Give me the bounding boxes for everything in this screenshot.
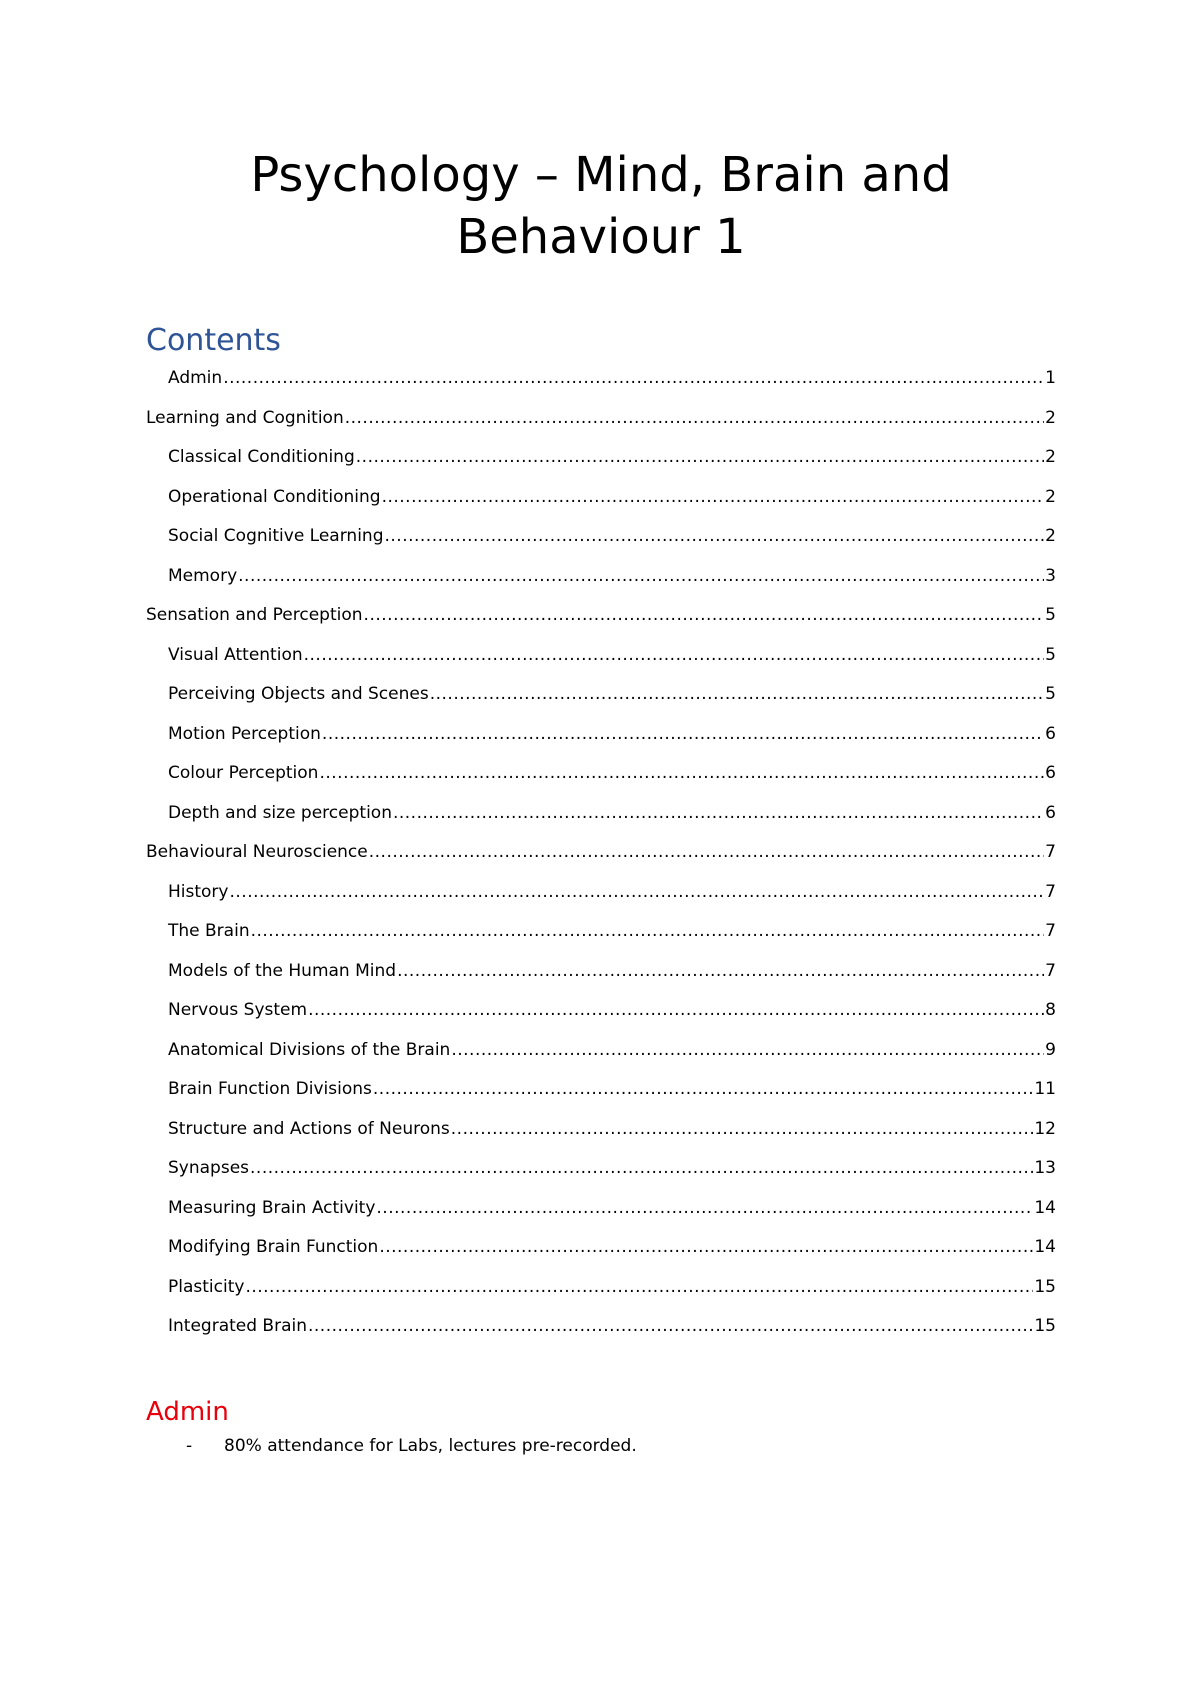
toc-entry-label[interactable]: Structure and Actions of Neurons bbox=[168, 1118, 450, 1139]
toc-entry-label[interactable]: Memory bbox=[168, 565, 238, 586]
toc-entry[interactable] bbox=[146, 520, 1056, 560]
list-item-text: 80% attendance for Labs, lectures pre-recorded. bbox=[224, 1436, 637, 1456]
document-title bbox=[146, 144, 1056, 268]
toc-page-number: 14 bbox=[1034, 1237, 1056, 1257]
toc-page-number: 6 bbox=[1045, 802, 1056, 823]
toc-entry-label[interactable]: Brain Function Divisions bbox=[168, 1079, 372, 1099]
toc-entry-label[interactable]: Social Cognitive Learning bbox=[168, 526, 384, 546]
toc-entry-label[interactable]: Visual Attention bbox=[168, 644, 303, 665]
toc-page-number: 2 bbox=[1045, 447, 1056, 467]
toc-dot-leader bbox=[223, 362, 1044, 394]
toc-entry-label[interactable]: Models of the Human Mind bbox=[168, 960, 397, 981]
table-of-contents bbox=[146, 362, 1056, 1350]
toc-entry-label[interactable]: Operational Conditioning bbox=[168, 486, 381, 507]
title-line-1: Psychology – Mind, Brain and bbox=[250, 147, 952, 203]
toc-dot-leader bbox=[376, 1192, 1033, 1224]
toc-entry-label[interactable]: Anatomical Divisions of the Brain bbox=[168, 1039, 451, 1060]
toc-entry[interactable] bbox=[146, 955, 1056, 995]
toc-dot-leader bbox=[319, 757, 1044, 789]
toc-dot-leader bbox=[322, 718, 1044, 750]
toc-dot-leader bbox=[345, 402, 1044, 434]
toc-dot-leader bbox=[384, 520, 1044, 552]
toc-dot-leader bbox=[430, 678, 1044, 710]
toc-entry[interactable] bbox=[146, 994, 1056, 1034]
toc-page-number: 7 bbox=[1045, 921, 1056, 941]
toc-page-number: 2 bbox=[1045, 526, 1056, 546]
toc-entry[interactable] bbox=[146, 1310, 1056, 1350]
toc-entry-label[interactable]: Plasticity bbox=[168, 1276, 245, 1297]
toc-dot-leader bbox=[451, 1113, 1034, 1145]
toc-entry-label[interactable]: Depth and size perception bbox=[168, 802, 392, 823]
toc-dot-leader bbox=[229, 876, 1044, 908]
toc-entry-label[interactable]: Integrated Brain bbox=[168, 1316, 307, 1336]
toc-entry-label[interactable]: Perceiving Objects and Scenes bbox=[168, 684, 429, 704]
toc-entry[interactable] bbox=[146, 1271, 1056, 1311]
toc-entry[interactable] bbox=[146, 1034, 1056, 1074]
toc-page-number: 3 bbox=[1045, 565, 1056, 586]
toc-dot-leader bbox=[308, 1310, 1033, 1342]
toc-page-number: 5 bbox=[1045, 684, 1056, 704]
toc-page-number: 5 bbox=[1045, 605, 1056, 625]
toc-page-number: 11 bbox=[1034, 1079, 1056, 1099]
admin-bullet-list bbox=[146, 1432, 1056, 1460]
toc-entry[interactable] bbox=[146, 481, 1056, 521]
toc-dot-leader bbox=[356, 441, 1044, 473]
toc-entry[interactable] bbox=[146, 441, 1056, 481]
toc-entry[interactable] bbox=[146, 1152, 1056, 1192]
toc-entry-label[interactable]: The Brain bbox=[168, 921, 250, 941]
toc-dot-leader bbox=[397, 955, 1044, 987]
toc-entry[interactable] bbox=[146, 1073, 1056, 1113]
toc-dot-leader bbox=[451, 1034, 1044, 1066]
toc-entry-label[interactable]: Motion Perception bbox=[168, 723, 321, 744]
toc-dot-leader bbox=[369, 836, 1044, 868]
toc-dot-leader bbox=[393, 797, 1044, 829]
toc-page-number: 2 bbox=[1045, 486, 1056, 507]
toc-entry[interactable] bbox=[146, 599, 1056, 639]
toc-page-number: 6 bbox=[1045, 763, 1056, 783]
toc-entry-label[interactable]: Learning and Cognition bbox=[146, 407, 344, 428]
toc-dot-leader bbox=[373, 1073, 1033, 1105]
toc-entry-label[interactable]: History bbox=[168, 881, 229, 902]
toc-entry-label[interactable]: Classical Conditioning bbox=[168, 447, 355, 467]
toc-entry-label[interactable]: Behavioural Neuroscience bbox=[146, 842, 368, 862]
toc-entry[interactable] bbox=[146, 1113, 1056, 1153]
toc-page-number: 9 bbox=[1045, 1039, 1056, 1060]
toc-page-number: 7 bbox=[1045, 881, 1056, 902]
contents-heading: Contents bbox=[146, 323, 281, 358]
toc-entry[interactable] bbox=[146, 678, 1056, 718]
toc-page-number: 7 bbox=[1045, 842, 1056, 862]
toc-entry[interactable] bbox=[146, 639, 1056, 679]
toc-entry-label[interactable]: Nervous System bbox=[168, 1000, 308, 1020]
toc-dot-leader bbox=[308, 994, 1044, 1026]
toc-page-number: 7 bbox=[1045, 960, 1056, 981]
toc-page-number: 1 bbox=[1045, 368, 1056, 388]
toc-entry[interactable] bbox=[146, 402, 1056, 442]
bullet-marker: - bbox=[186, 1436, 193, 1456]
toc-entry[interactable] bbox=[146, 797, 1056, 837]
toc-dot-leader bbox=[250, 1152, 1033, 1184]
title-line-2: Behaviour 1 bbox=[456, 209, 746, 265]
toc-page-number: 14 bbox=[1034, 1197, 1056, 1218]
toc-dot-leader bbox=[382, 481, 1045, 513]
toc-page-number: 13 bbox=[1034, 1158, 1056, 1178]
toc-entry[interactable] bbox=[146, 362, 1056, 402]
toc-dot-leader bbox=[245, 1271, 1033, 1303]
toc-dot-leader bbox=[304, 639, 1045, 671]
toc-entry[interactable] bbox=[146, 718, 1056, 758]
toc-entry[interactable] bbox=[146, 1192, 1056, 1232]
toc-entry[interactable] bbox=[146, 876, 1056, 916]
toc-entry[interactable] bbox=[146, 560, 1056, 600]
toc-page-number: 2 bbox=[1045, 407, 1056, 428]
toc-page-number: 15 bbox=[1034, 1316, 1056, 1336]
toc-entry[interactable] bbox=[146, 757, 1056, 797]
toc-dot-leader bbox=[364, 599, 1045, 631]
toc-dot-leader bbox=[379, 1231, 1033, 1263]
toc-page-number: 6 bbox=[1045, 723, 1056, 744]
toc-page-number: 5 bbox=[1045, 644, 1056, 665]
toc-entry-label[interactable]: Synapses bbox=[168, 1158, 250, 1178]
toc-entry-label[interactable]: Admin bbox=[168, 368, 223, 388]
toc-page-number: 12 bbox=[1034, 1118, 1056, 1139]
list-item bbox=[146, 1432, 1056, 1460]
toc-entry-label[interactable]: Colour Perception bbox=[168, 763, 319, 783]
toc-entry-label[interactable]: Measuring Brain Activity bbox=[168, 1197, 376, 1218]
toc-entry[interactable] bbox=[146, 915, 1056, 955]
toc-page-number: 8 bbox=[1045, 1000, 1056, 1020]
toc-dot-leader bbox=[251, 915, 1045, 947]
toc-entry-label[interactable]: Modifying Brain Function bbox=[168, 1237, 379, 1257]
toc-entry[interactable] bbox=[146, 1231, 1056, 1271]
admin-heading: Admin bbox=[146, 1397, 229, 1427]
toc-entry[interactable] bbox=[146, 836, 1056, 876]
toc-entry-label[interactable]: Sensation and Perception bbox=[146, 605, 363, 625]
toc-page-number: 15 bbox=[1034, 1276, 1056, 1297]
toc-dot-leader bbox=[238, 560, 1044, 592]
